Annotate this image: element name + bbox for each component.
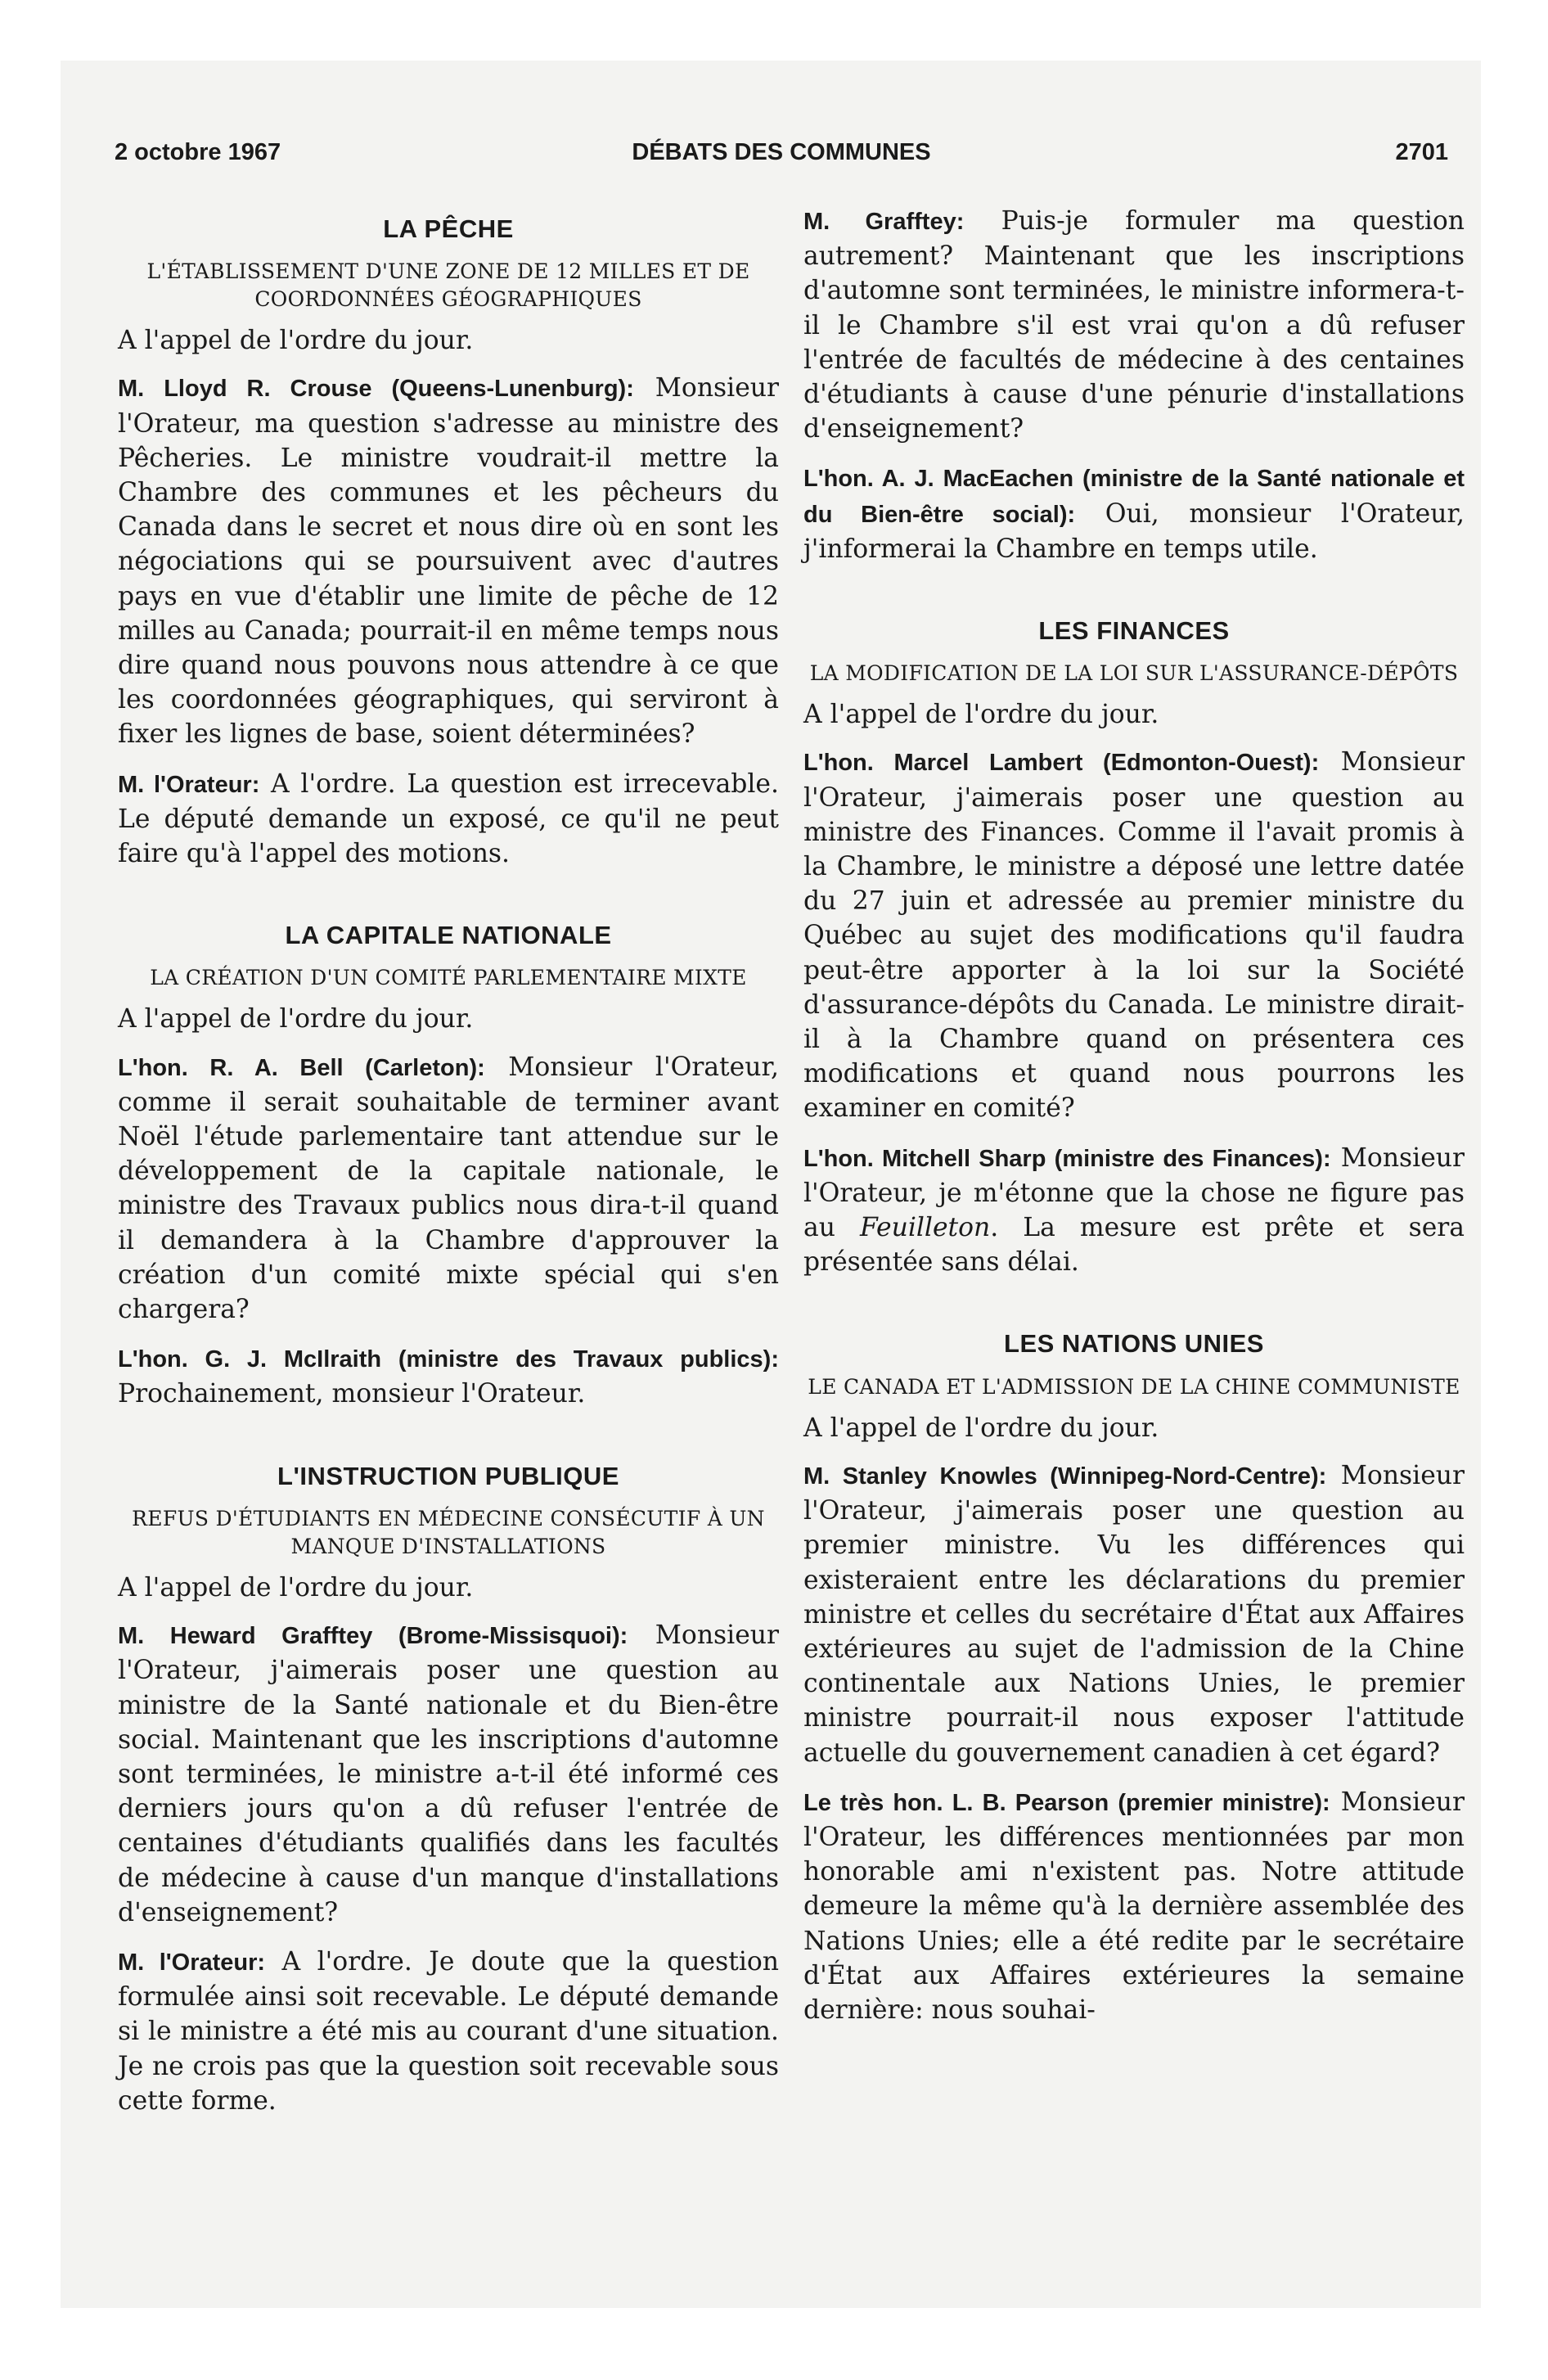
speech-paragraph (803, 1785, 1465, 2027)
order-call: A l'appel de l'ordre du jour. (803, 1413, 1159, 1443)
speech-text: . La mesure est prête et sera présentée sans délai. (803, 1213, 1465, 1278)
section-title: LA PÊCHE (383, 214, 514, 243)
speech-paragraph (118, 371, 779, 751)
speaker-name: M. Stanley Knowles (Winnipeg-Nord-Centre): (803, 1463, 1327, 1490)
header-title: DÉBATS DES COMMUNES (632, 139, 931, 165)
speech-text: A l'ordre. Je doute que la question formulée ainsi soit recevable. Le député demande si le ministre a été mis au courant d'une situation. Je ne crois pas que la question soit recevable sous cette forme. (118, 1946, 779, 2116)
speech-text: Monsieur l'Orateur, je m'étonne que la chose ne figure pas au (803, 1143, 1465, 1243)
speech-paragraph (803, 1141, 1465, 1280)
speaker-name: L'hon. G. J. McIlraith (ministre des Travaux publics): (118, 1346, 779, 1373)
page-header (115, 139, 1448, 180)
header-date: 2 octobre 1967 (115, 139, 281, 165)
speech-paragraph (803, 204, 1465, 446)
speaker-name: M. Heward Grafftey (Brome-Missisquoi): (118, 1623, 628, 1650)
page-sheet (61, 61, 1481, 2308)
speaker-name: Le très hon. L. B. Pearson (premier ministre): (803, 1789, 1330, 1816)
right-column (803, 204, 1465, 2042)
speaker-name: L'hon. Mitchell Sharp (ministre des Finances): (803, 1145, 1331, 1172)
speaker-name: L'hon. A. J. MacEachen (ministre de la Santé nationale et du Bien-être social): (803, 466, 1465, 528)
speech-text: Puis-je formuler ma question autrement? Maintenant que les inscriptions d'automne sont terminées, le ministre informera-t-il le Chambre s'il est vrai qu'on a dû refuser l'entrée de facultés de médecine à des centaines d'étudiants à cause d'une pénurie d'installations d'enseignement? (803, 206, 1465, 444)
speech-text: Oui, monsieur l'Orateur, j'informerai la Chambre en temps utile. (803, 498, 1465, 564)
speech-text: Monsieur l'Orateur, les différences mentionnées par mon honorable ami n'existent pas. Notre attitude demeure la même qu'à la dernière assemblée des Nations Unies; elle a été redite par le secrétaire d'État aux Affaires extérieures la semaine dernière: nous souhai- (803, 1787, 1465, 2025)
section-title: LA CAPITALE NATIONALE (285, 921, 612, 950)
section-subtitle: LE CANADA ET L'ADMISSION DE LA CHINE COMMUNISTE (808, 1374, 1460, 1399)
section-subtitle: LA MODIFICATION DE LA LOI SUR L'ASSURANCE-DÉPÔTS (809, 661, 1459, 686)
section-subtitle: LA CRÉATION D'UN COMITÉ PARLEMENTAIRE MIXTE (150, 966, 747, 990)
speech-paragraph (118, 767, 779, 872)
order-call: A l'appel de l'ordre du jour. (118, 1004, 474, 1034)
speech-text: Monsieur l'Orateur, j'aimerais poser une question au ministre des Finances. Comme il l'avait promis à la Chambre, le ministre a déposé une lettre datée du 27 juin et adressée au premier ministre du Québec au sujet des modifications qu'il faudra peut-être apporter à la loi sur la Société d'assurance-dépôts du Canada. Le ministre dirait-il à la Chambre quand on présentera ces modifications et quand nous pourrons les examiner en comité? (803, 747, 1465, 1124)
section-title: LES NATIONS UNIES (1004, 1329, 1264, 1359)
speaker-name: M. Lloyd R. Crouse (Queens-Lunenburg): (118, 376, 634, 403)
speech-paragraph (118, 1050, 779, 1327)
speaker-name: L'hon. Marcel Lambert (Edmonton-Ouest): (803, 750, 1320, 777)
speech-text: Monsieur l'Orateur, comme il serait souhaitable de terminer avant Noël l'étude parlementaire tant attendue sur le développement de la capitale nationale, le ministre des Travaux publics nous dira-t-il quand il demandera à la Chambre d'approuver la création d'un comité mixte spécial qui s'en chargera? (118, 1052, 779, 1325)
section-title: L'INSTRUCTION PUBLIQUE (277, 1461, 619, 1490)
speech-paragraph (118, 1341, 779, 1411)
speech-paragraph (803, 1458, 1465, 1770)
section-title: LES FINANCES (1038, 616, 1230, 646)
speech-text: A l'ordre. La question est irrecevable. Le député demande un exposé, ce qu'il ne peut faire qu'à l'appel des motions. (118, 769, 779, 869)
speaker-name: M. Grafftey: (803, 209, 965, 235)
speech-text-italic: Feuilleton (859, 1213, 991, 1243)
order-call: A l'appel de l'ordre du jour. (803, 700, 1159, 730)
speaker-name: M. l'Orateur: (118, 1949, 266, 1976)
speech-paragraph (118, 1945, 779, 2118)
speaker-name: M. l'Orateur: (118, 771, 260, 798)
speech-paragraph (803, 745, 1465, 1125)
order-call: A l'appel de l'ordre du jour. (118, 1572, 474, 1602)
section-subtitle: REFUS D'ÉTUDIANTS EN MÉDECINE CONSÉCUTIF À UN MANQUE D'INSTALLATIONS (132, 1506, 765, 1558)
left-column (118, 204, 779, 2133)
speech-text: Monsieur l'Orateur, j'aimerais poser une question au ministre de la Santé nationale et du Bien-être social. Maintenant que les inscriptions d'automne sont terminées, le ministre a-t-il été informé ces derniers jours qu'on a dû refuser l'entrée de centaines d'étudiants qualifiés dans les facultés de médecine à cause d'un manque d'installations d'enseignement? (118, 1620, 779, 1927)
speech-text: Monsieur l'Orateur, ma question s'adresse au ministre des Pêcheries. Le ministre voudrait-il mettre la Chambre des communes et les pêcheurs du Canada dans le secret et nous dire où en sont les négociations qui se poursuivent avec d'autres pays en vue d'établir une limite de pêche de 12 milles au Canada; pourrait-il en même temps nous dire quand nous pouvons nous attendre à ce que les coordonnées géographiques, qui serviront à fixer les lignes de base, soient déterminées? (118, 373, 779, 750)
order-call: A l'appel de l'ordre du jour. (118, 326, 474, 356)
speech-text: Monsieur l'Orateur, j'aimerais poser une question au premier ministre. Vu les différences qui existeraient entre les déclarations du premier ministre et celles du secrétaire d'État aux Affaires extérieures au sujet de l'admission de la Chine continentale aux Nations Unies, le premier ministre pourrait-il nous exposer l'attitude actuelle du gouvernement canadien à cet égard? (803, 1460, 1465, 1768)
page-number: 2701 (1395, 139, 1448, 165)
speech-text: Prochainement, monsieur l'Orateur. (118, 1379, 586, 1409)
speaker-name: L'hon. R. A. Bell (Carleton): (118, 1054, 485, 1081)
section-subtitle: L'ÉTABLISSEMENT D'UNE ZONE DE 12 MILLES ET DE COORDONNÉES GÉOGRAPHIQUES (146, 259, 750, 312)
speech-paragraph (803, 461, 1465, 566)
speech-paragraph (118, 1618, 779, 1930)
